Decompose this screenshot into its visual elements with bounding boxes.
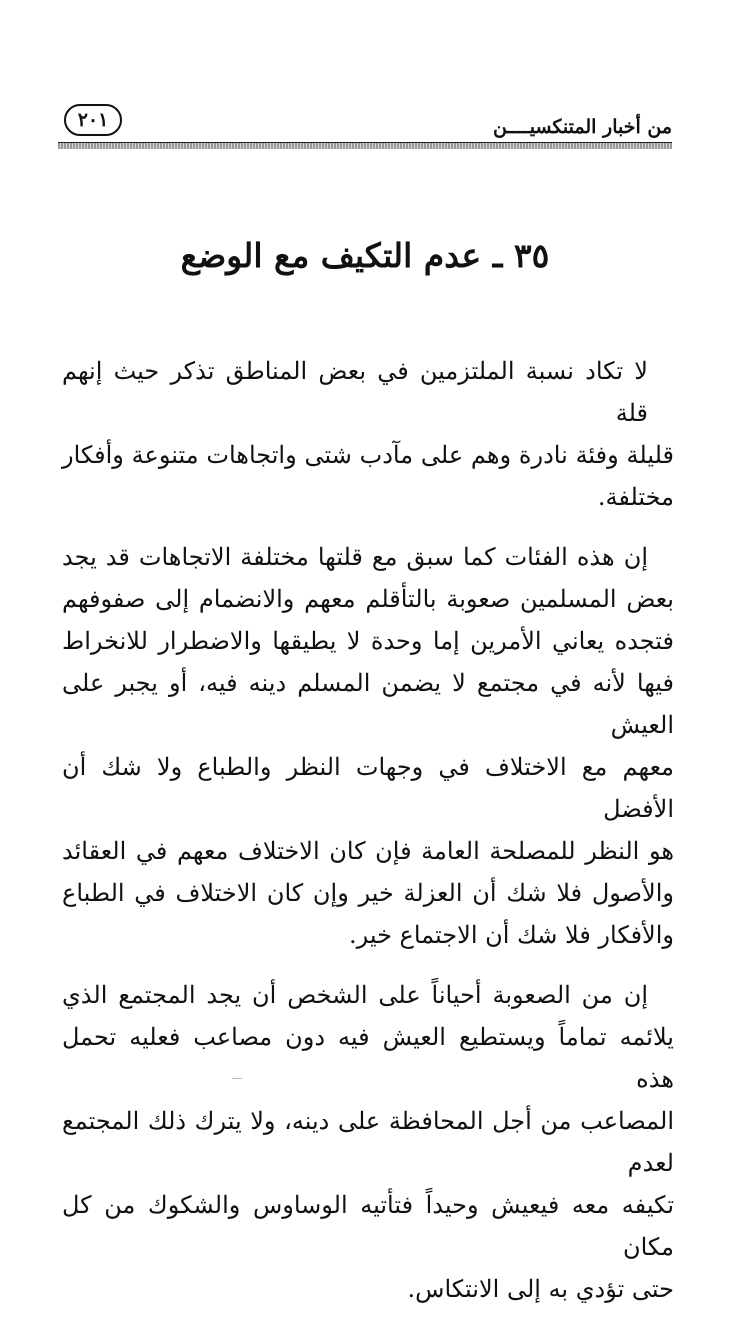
running-title: من أخبار المتنكسيــــن	[492, 116, 672, 138]
paragraph-line: لا تكاد نسبة الملتزمين في بعض المناطق تذكر حيث إنهم قلة	[62, 357, 648, 427]
body-text	[62, 350, 674, 1328]
paragraph-line: إن من الصعوبة أحياناً على الشخص أن يجد المجتمع الذي	[62, 981, 648, 1009]
paragraph-line: فتجده يعاني الأمرين إما وحدة لا يطيقها والاضطرار للانخراط	[62, 627, 674, 655]
paragraph-line: والأفكار فلا شك أن الاجتماع خير.	[348, 921, 674, 949]
paragraph-line: إن هذه الفئات كما سبق مع قلتها مختلفة الاتجاهات قد يجد	[62, 543, 648, 571]
scan-speck	[232, 1078, 242, 1079]
paragraph-line: معهم مع الاختلاف في وجهات النظر والطباع ولا شك أن الأفضل	[62, 753, 674, 823]
page-header	[58, 104, 672, 144]
paragraph-line: والأصول فلا شك أن العزلة خير وإن كان الاختلاف في الطباع	[62, 879, 674, 907]
header-rule	[58, 142, 672, 149]
page-number: ٢٠١	[64, 104, 122, 136]
paragraph-2	[62, 536, 674, 956]
paragraph-line: هو النظر للمصلحة العامة فإن كان الاختلاف معهم في العقائد	[62, 837, 674, 865]
paragraph-1	[62, 350, 674, 518]
paragraph-line: مختلفة.	[597, 483, 674, 511]
paragraph-line: يلائمه تماماً ويستطيع العيش فيه دون مصاعب فعليه تحمل هذه	[62, 1023, 674, 1093]
paragraph-line: تكيفه معه فيعيش وحيداً فتأتيه الوساوس والشكوك من كل مكان	[62, 1191, 674, 1261]
chapter-title: ٣٥ ـ عدم التكيف مع الوضع	[180, 236, 550, 275]
paragraph-line: بعض المسلمين صعوبة بالتأقلم معهم والانضمام إلى صفوفهم	[62, 585, 674, 613]
paragraph-line: حتى تؤدي به إلى الانتكاس.	[407, 1275, 674, 1303]
paragraph-line: قليلة وفئة نادرة وهم على مآدب شتى واتجاهات متنوعة وأفكار	[62, 441, 674, 469]
paragraph-line: المصاعب من أجل المحافظة على دينه، ولا يترك ذلك المجتمع لعدم	[62, 1107, 674, 1177]
paragraph-line: فيها لأنه في مجتمع لا يضمن المسلم دينه فيه، أو يجبر على العيش	[62, 669, 674, 739]
paragraph-3	[62, 974, 674, 1310]
